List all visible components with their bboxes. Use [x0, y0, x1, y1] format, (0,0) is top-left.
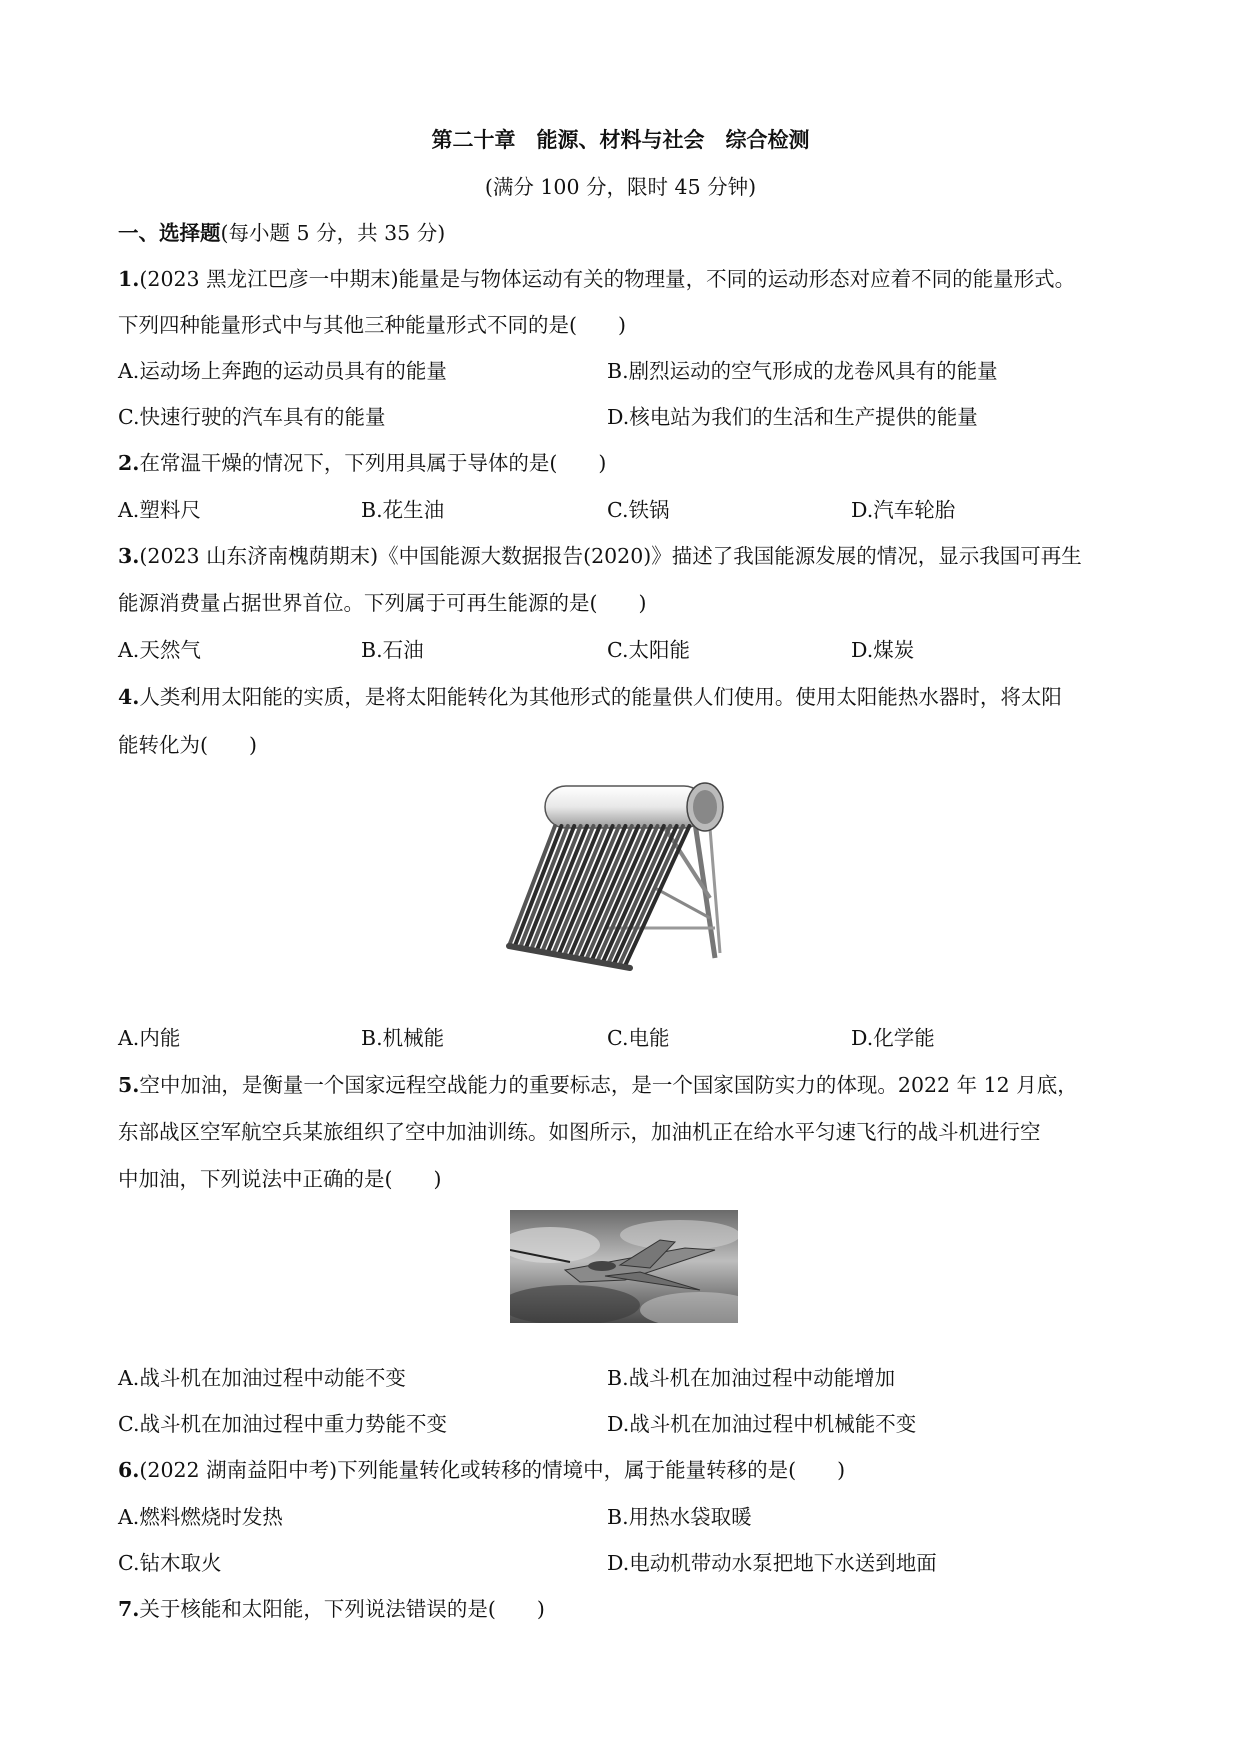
question-7-number: 7. [118, 1597, 140, 1621]
question-6-option-d: D.电动机带动水泵把地下水送到地面 [607, 1551, 937, 1575]
question-6-option-a: A.燃料燃烧时发热 [118, 1505, 283, 1529]
question-2-option-d: D.汽车轮胎 [851, 498, 956, 522]
page-subtitle: (满分 100 分，限时 45 分钟) [484, 175, 757, 199]
question-5-option-a: A.战斗机在加油过程中动能不变 [118, 1366, 406, 1390]
question-1-line-1 [118, 262, 1075, 292]
question-5-line-2: 东部战区空军航空兵某旅组织了空中加油训练。如图所示，加油机正在给水平匀速飞行的战斗机进行空 [118, 1120, 1041, 1144]
question-2-option-b: B.花生油 [361, 498, 445, 522]
section-heading-note: (每小题 5 分，共 35 分) [220, 221, 446, 245]
question-4-option-c: C.电能 [607, 1026, 670, 1050]
question-7-line-1 [118, 1592, 545, 1622]
question-5-option-d: D.战斗机在加油过程中机械能不变 [607, 1412, 917, 1436]
question-4-option-d: D.化学能 [851, 1026, 935, 1050]
question-4-number: 4. [118, 685, 140, 709]
aerial-refueling-photo [510, 1210, 738, 1323]
question-5-option-b: B.战斗机在加油过程中动能增加 [607, 1366, 896, 1390]
question-5-text: 空中加油，是衡量一个国家远程空战能力的重要标志，是一个国家国防实力的体现。2022 年 12 月底， [139, 1073, 1078, 1097]
question-6-text: (2022 湖南益阳中考)下列能量转化或转移的情境中，属于能量转移的是( ) [139, 1458, 846, 1482]
question-5-line-3: 中加油，下列说法中正确的是( ) [118, 1167, 442, 1191]
page-title: 第二十章 能源、材料与社会 综合检测 [431, 127, 810, 152]
question-7-text: 关于核能和太阳能，下列说法错误的是( ) [139, 1597, 545, 1621]
question-6-option-c: C.钻木取火 [118, 1551, 222, 1575]
solar-water-heater-figure [505, 768, 737, 978]
question-1-line-2: 下列四种能量形式中与其他三种能量形式不同的是( ) [118, 313, 626, 337]
question-5-line-1 [118, 1068, 1078, 1098]
question-3-option-c: C.太阳能 [607, 638, 690, 662]
question-1-option-a: A.运动场上奔跑的运动员具有的能量 [118, 359, 447, 383]
question-3-option-a: A.天然气 [118, 638, 201, 662]
question-4-line-2: 能转化为( ) [118, 733, 257, 757]
question-2-option-c: C.铁锅 [607, 498, 670, 522]
question-2-option-a: A.塑料尺 [118, 498, 201, 522]
question-3-option-b: B.石油 [361, 638, 424, 662]
question-6-number: 6. [118, 1458, 140, 1482]
question-1-option-c: C.快速行驶的汽车具有的能量 [118, 405, 386, 429]
question-4-option-b: B.机械能 [361, 1026, 445, 1050]
question-4-text: 人类利用太阳能的实质，是将太阳能转化为其他形式的能量供人们使用。使用太阳能热水器时，将太阳 [139, 685, 1062, 709]
question-3-option-d: D.煤炭 [851, 638, 915, 662]
question-2-text: 在常温干燥的情况下，下列用具属于导体的是( ) [139, 451, 607, 475]
question-3-line-2: 能源消费量占据世界首位。下列属于可再生能源的是( ) [118, 591, 647, 615]
question-5-number: 5. [118, 1073, 140, 1097]
section-heading-label: 一、选择题 [118, 221, 221, 245]
question-1-number: 1. [118, 267, 140, 291]
question-5-option-c: C.战斗机在加油过程中重力势能不变 [118, 1412, 447, 1436]
question-2-line-1 [118, 446, 606, 476]
question-6-line-1 [118, 1453, 845, 1483]
question-2-number: 2. [118, 451, 140, 475]
section-heading [118, 216, 445, 246]
question-1-option-b: B.剧烈运动的空气形成的龙卷风具有的能量 [607, 359, 998, 383]
question-3-number: 3. [118, 544, 140, 568]
question-1-text: (2023 黑龙江巴彦一中期末)能量是与物体运动有关的物理量，不同的运动形态对应着不同的能量形式。 [139, 267, 1076, 291]
question-1-option-d: D.核电站为我们的生活和生产提供的能量 [607, 405, 978, 429]
question-3-line-1 [118, 539, 1082, 569]
question-4-line-1 [118, 680, 1062, 710]
question-6-option-b: B.用热水袋取暖 [607, 1505, 752, 1529]
question-4-option-a: A.内能 [118, 1026, 181, 1050]
question-3-text: (2023 山东济南槐荫期末)《中国能源大数据报告(2020)》描述了我国能源发展的情况，显示我国可再生 [139, 544, 1082, 568]
